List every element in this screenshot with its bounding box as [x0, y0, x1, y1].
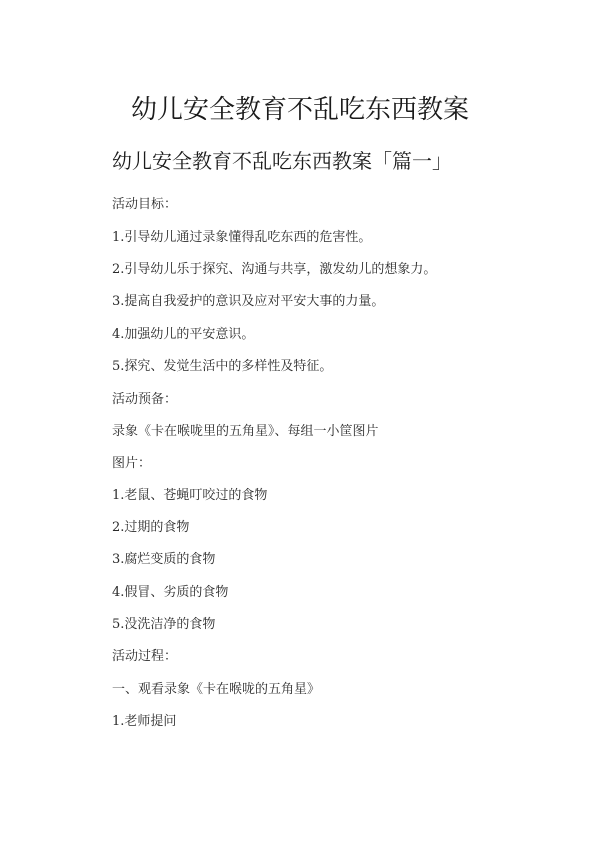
paragraph: 4.假冒、劣质的食物: [112, 585, 229, 600]
paragraph: 5.没洗洁净的食物: [112, 617, 216, 632]
paragraph: 图片：: [112, 456, 152, 471]
paragraph: 一、观看录象《卡在喉咙的五角星》: [112, 682, 321, 697]
paragraph: 3.腐烂变质的食物: [112, 552, 216, 567]
paragraph: 活动预备：: [112, 392, 178, 407]
document-title: 幼儿安全教育不乱吃东西教案: [130, 95, 469, 125]
paragraph: 4.加强幼儿的平安意识。: [112, 327, 255, 342]
paragraph: 活动过程：: [112, 649, 178, 664]
paragraph: 5.探究、发觉生活中的多样性及特征。: [112, 359, 333, 374]
paragraph: 1.引导幼儿通过录象懂得乱吃东西的危害性。: [112, 230, 372, 245]
paragraph: 2.过期的食物: [112, 520, 190, 535]
paragraph: 3.提高自我爱护的意识及应对平安大事的力量。: [112, 294, 385, 309]
paragraph: 1.老鼠、苍蝇叮咬过的食物: [112, 488, 268, 503]
paragraph: 活动目标：: [112, 197, 178, 212]
paragraph: 1.老师提问: [112, 714, 177, 729]
paragraph: 2.引导幼儿乐于探究、沟通与共享，激发幼儿的想象力。: [112, 262, 437, 277]
paragraph: 录象《卡在喉咙里的五角星》、每组一小筐图片: [112, 424, 379, 439]
section-title: 幼儿安全教育不乱吃东西教案「篇一」: [112, 149, 452, 173]
